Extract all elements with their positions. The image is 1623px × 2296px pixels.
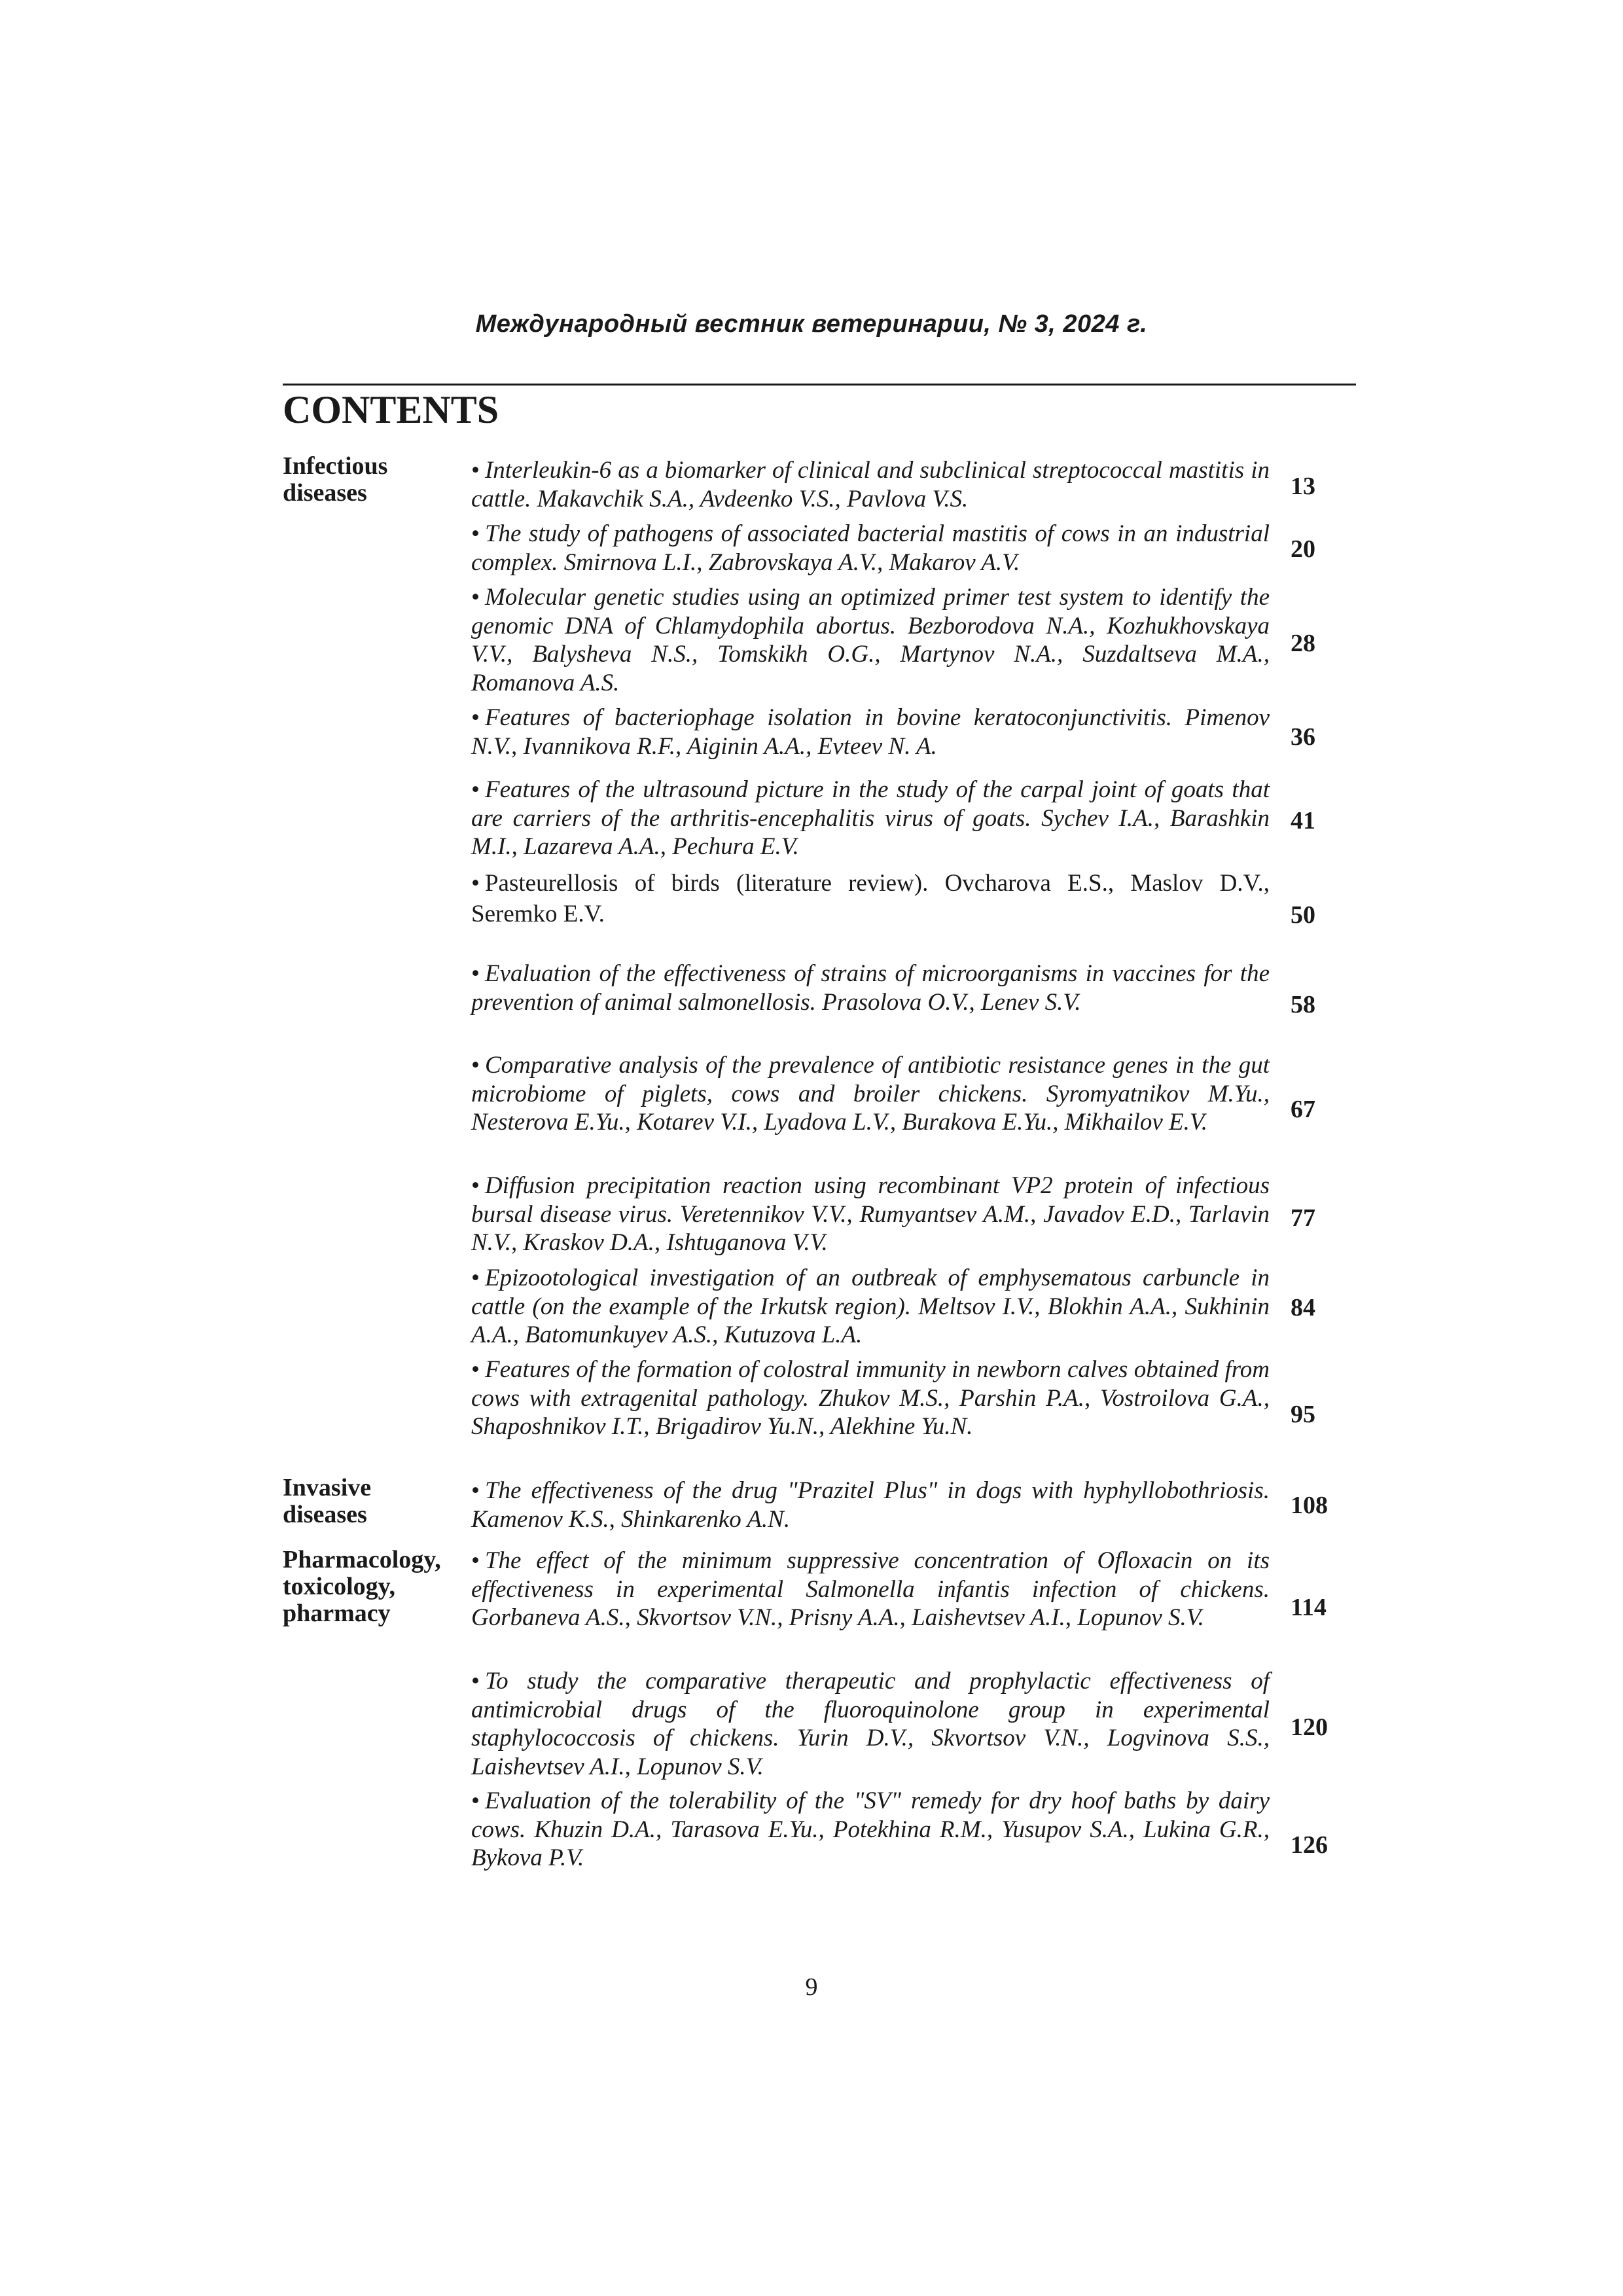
bullet-icon: • <box>471 584 480 611</box>
toc-entry <box>471 1477 1270 1534</box>
bullet-icon: • <box>471 960 480 987</box>
entry-page-number: 114 <box>1291 1594 1327 1621</box>
bullet-icon: • <box>471 704 480 731</box>
toc-entry <box>471 1051 1270 1137</box>
entry-text: The effect of the minimum suppressive concentration of Ofloxacin on its effectiveness in experimental Salmonella infantis infection of chickens. Gorbaneva A.S., Skvortsov V.N., Prisny A.A., Laishevtsev A.I., Lopunov S.V. <box>471 1547 1270 1632</box>
journal-header: Международный вестник ветеринарии, № 3, 2024 г. <box>475 310 1148 338</box>
entry-text: Evaluation of the tolerability of the "SV" remedy for dry hoof baths by dairy cows. Khuzin D.A., Tarasova E.Yu., Potekhina R.M., Yusupov S.A., Lukina G.R., Bykova P.V. <box>471 1787 1270 1872</box>
entry-text: Pasteurellosis of birds (literature review). Ovcharova E.S., Maslov D.V., Seremko E.V. <box>471 870 1270 927</box>
section-label-line: Invasive <box>283 1474 372 1501</box>
toc-entry <box>471 960 1270 1016</box>
toc-entry <box>471 583 1270 697</box>
entry-text: Epizootological investigation of an outbreak of emphysematous carbuncle in cattle (on the example of the Irkutsk region). Meltsov I.V., Blokhin A.A., Sukhinin A.A., Batomunkuyev A.S., Kutuzova L.A. <box>471 1265 1270 1349</box>
section-label-line: toxicology, <box>283 1573 396 1600</box>
entry-page-number: 28 <box>1291 630 1315 657</box>
bullet-icon: • <box>471 870 480 897</box>
entry-page-number: 108 <box>1291 1492 1328 1519</box>
toc-entry <box>471 520 1270 577</box>
bullet-icon: • <box>471 1547 480 1574</box>
entry-page-number: 120 <box>1291 1713 1328 1741</box>
entry-text: Comparative analysis of the prevalence of antibiotic resistance genes in the gut microbiome of piglets, cows and broiler chickens. Syromyatnikov M.Yu., Nesterova E.Yu., Kotarev V.I., Lyadova L.V., Burakova E.Yu., Mikhailov E.V. <box>471 1052 1270 1136</box>
bullet-icon: • <box>471 1052 480 1079</box>
entry-page-number: 126 <box>1291 1831 1328 1859</box>
toc-entry <box>471 1667 1270 1781</box>
entry-text: To study the comparative therapeutic and prophylactic effectiveness of antimicrobial drugs of the fluoroquinolone group in experimental staphylococcosis of chickens. Yurin D.V., Skvortsov V.N., Logvinova S.S., Laishevtsev A.I., Lopunov S.V. <box>471 1668 1270 1780</box>
entry-text: The study of pathogens of associated bacterial mastitis of cows in an industrial complex. Smirnova L.I., Zabrovskaya A.V., Makarov A.V. <box>471 520 1270 576</box>
section-label-invasive <box>283 1475 371 1528</box>
bullet-icon: • <box>471 520 480 547</box>
toc-entry <box>471 868 1270 929</box>
entry-page-number: 95 <box>1291 1401 1315 1428</box>
page-number-footer: 9 <box>805 1973 818 2001</box>
entry-text: Features of bacteriophage isolation in bovine keratoconjunctivitis. Pimenov N.V., Ivannikova R.F., Aiginin A.A., Evteev N. A. <box>471 704 1270 760</box>
toc-entry <box>471 1264 1270 1350</box>
entry-page-number: 36 <box>1291 723 1315 751</box>
header-rule <box>283 384 1356 386</box>
section-label-line: Pharmacology, <box>283 1546 441 1573</box>
bullet-icon: • <box>471 1668 480 1695</box>
entry-page-number: 77 <box>1291 1204 1315 1232</box>
section-label-pharmacology <box>283 1547 441 1627</box>
toc-entry <box>471 456 1270 513</box>
section-label-line: pharmacy <box>283 1600 391 1627</box>
entry-page-number: 67 <box>1291 1096 1315 1123</box>
entry-page-number: 13 <box>1291 473 1315 500</box>
entry-page-number: 58 <box>1291 991 1315 1018</box>
section-label-infectious <box>283 453 387 507</box>
bullet-icon: • <box>471 457 480 484</box>
bullet-icon: • <box>471 1172 480 1199</box>
entry-text: Molecular genetic studies using an optimized primer test system to identify the genomic DNA of Chlamydophila abortus. Bezborodova N.A., Kozhukhovskaya V.V., Balysheva N.S., Tomskikh O.G., Martynov N.A., Suzdaltseva M.A., Romanova A.S. <box>471 584 1270 696</box>
bullet-icon: • <box>471 1787 480 1814</box>
section-label-line: Infectious <box>283 452 388 480</box>
section-label-line: diseases <box>283 479 367 507</box>
entry-text: Diffusion precipitation reaction using recombinant VP2 protein of infectious bursal disease virus. Veretennikov V.V., Rumyantsev A.M., Javadov E.D., Tarlavin N.V., Kraskov D.A., Ishtuganova V.V. <box>471 1172 1270 1257</box>
entry-page-number: 20 <box>1291 535 1315 563</box>
entry-text: Features of the ultrasound picture in the study of the carpal joint of goats that are carriers of the arthritis-encephalitis virus of goats. Sychev I.A., Barashkin M.I., Lazareva A.A., Pechura E.V. <box>471 776 1270 861</box>
entry-page-number: 50 <box>1291 901 1315 929</box>
contents-title: CONTENTS <box>283 388 499 431</box>
entry-page-number: 84 <box>1291 1294 1315 1321</box>
entry-text: Interleukin-6 as a biomarker of clinical and subclinical streptococcal mastitis in cattle. Makavchik S.A., Avdeenko V.S., Pavlova V.S. <box>471 457 1270 512</box>
bullet-icon: • <box>471 1477 480 1504</box>
toc-entry <box>471 1172 1270 1257</box>
bullet-icon: • <box>471 776 480 803</box>
entry-text: The effectiveness of the drug "Prazitel Plus" in dogs with hyphyllobothriosis. Kamenov K.S., Shinkarenko A.N. <box>471 1477 1270 1533</box>
bullet-icon: • <box>471 1265 480 1291</box>
toc-entry <box>471 704 1270 761</box>
entry-text: Evaluation of the effectiveness of strains of microorganisms in vaccines for the prevention of animal salmonellosis. Prasolova O.V., Lenev S.V. <box>471 960 1270 1016</box>
toc-entry <box>471 776 1270 861</box>
entry-text: Features of the formation of colostral immunity in newborn calves obtained from cows with extragenital pathology. Zhukov M.S., Parshin P.A., Vostroilova G.A., Shaposhnikov I.T., Brigadirov Yu.N., Alekhine Yu.N. <box>471 1356 1270 1441</box>
bullet-icon: • <box>471 1356 480 1383</box>
toc-entry <box>471 1787 1270 1873</box>
toc-entry <box>471 1547 1270 1632</box>
entry-page-number: 41 <box>1291 807 1315 834</box>
toc-entry <box>471 1355 1270 1441</box>
section-label-line: diseases <box>283 1501 367 1528</box>
